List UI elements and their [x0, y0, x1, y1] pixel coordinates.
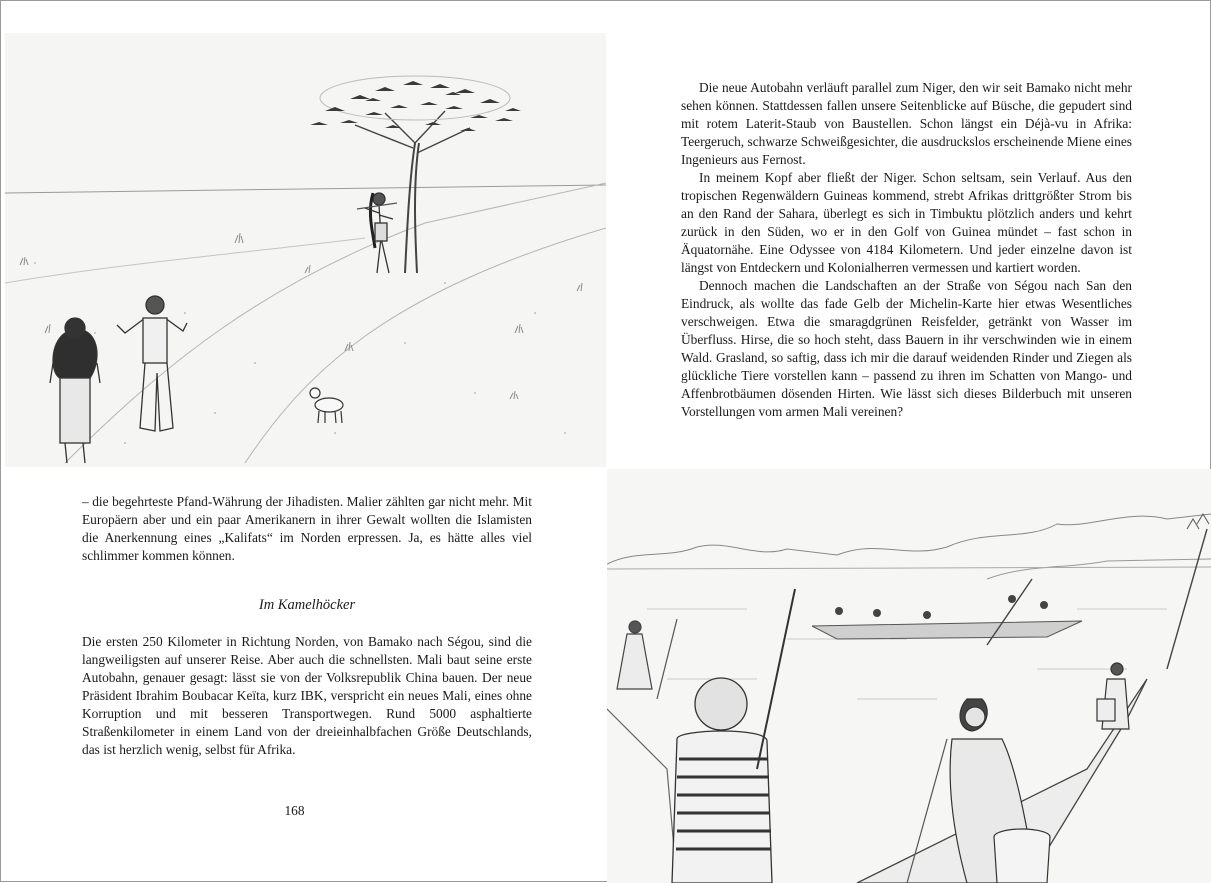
section-heading: Im Kamelhöcker — [258, 597, 356, 613]
paragraph-niger-autobahn: Die neue Autobahn verläuft parallel zum Niger, den wir seit Bamako nicht mehr sehen können. Stattdessen fallen unsere Seitenblicke auf Büsche, die gepudert sind mit rotem Laterit-Staub von Baustellen. Schon längst ein Déjà-vu in Afrika: Teergeruch, schwarze Schweißgesichter, die ausdruckslos erscheinende Miene eines Ingenieurs aus Fernost. — [681, 80, 1132, 167]
paragraph-niger-course: In meinem Kopf aber fließt der Niger. Schon seltsam, sein Verlauf. Aus den tropischen Regenwäldern Guineas kommend, strebt Afrikas drittgrößter Strom bis an den Rand der Sahara, überlegt es sich in Timbuktu plötzlich anders und kehrt zurück in den Süden, wo er in den Golf von Guinea mündet – fast schon in Äquatornähe. Eine Odyssee von 4184 Kilometern. Und jeder einzelne davon ist längst von Entdeckern und Kolonialherren vermessen und kartiert worden. — [681, 170, 1132, 275]
page-number: 168 — [284, 803, 305, 818]
paragraph-landscapes: Dennoch machen die Landschaften an der Straße von Ségou nach San den Eindruck, als wollte das fade Gelb der Michelin-Karte hier etwas Wesentliches verschweigen. Etwa die smaragdgrünen Reisfelder, getränkt von Wasser im Überfluss. Hirse, die so hoch steht, dass Bauern in ihr verschwinden wie in einem Wald. Grasland, so saftig, dass ich mir die darauf weidenden Rinder und Ziegen als glückliche Tiere vorstellen kann – passend zu ihren im Schatten von Mango- und Affenbrotbäumen dösenden Hirten. Wie lässt sich dieses Bilderbuch mit unseren Vorstellungen vom armen Mali vereinen? — [681, 278, 1132, 419]
right-page-body — [681, 79, 1132, 421]
left-page — [1, 1, 606, 883]
illustration-savanna-drawing — [5, 33, 606, 467]
left-page-continued-paragraph — [82, 493, 532, 565]
left-page-body — [82, 633, 532, 759]
paragraph-autobahn: Die ersten 250 Kilometer in Richtung Norden, von Bamako nach Ségou, sind die langweiligsten auf unserer Reise. Aber auch die schnellsten. Mali baut seine erste Autobahn, genauer gesagt: lässt sie von der Volksrepublik China bauen. Der neue Präsident Ibrahim Boubacar Keïta, kurz IBK, verspricht ein neues Mali, eines ohne Korruption und mit besseren Transportwegen. Rund 5000 asphaltierte Straßenkilometer in einem Land von der dreieinhalbfachen Größe Deutschlands, das ist herzlich wenig, selbst für Afrika. — [82, 634, 532, 757]
savanna-sketch — [5, 33, 606, 467]
illustration-river-drawing — [607, 469, 1211, 883]
paragraph-continued: – die begehrteste Pfand-Währung der Jihadisten. Malier zählten gar nicht mehr. Mit Europäern aber und ein paar Amerikanern in ihrer Gewalt wollten die Islamisten die Anerkennung eines „Kalifats“ im Norden erpressen. Ja, es hätte alles viel schlimmer kommen können. — [82, 494, 532, 563]
river-sketch — [607, 469, 1211, 883]
